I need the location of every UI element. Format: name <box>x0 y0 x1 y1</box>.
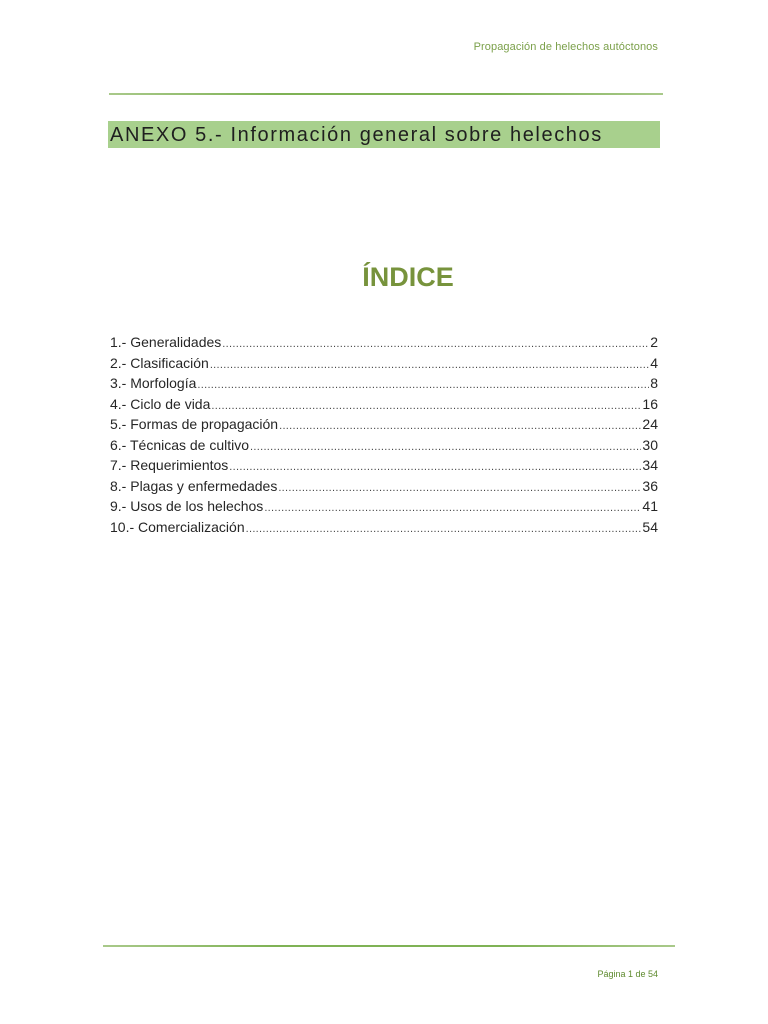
toc-entry-page: 41 <box>642 498 658 514</box>
toc-dot-leader <box>197 375 649 396</box>
toc-entry-comercializacion[interactable] <box>110 517 658 538</box>
page-number-indicator: Página 1 de 54 <box>597 969 658 979</box>
toc-entry-page: 30 <box>642 436 658 453</box>
toc-entry-page: 16 <box>642 395 658 412</box>
toc-entry-formas-de-propagacion[interactable] <box>110 414 658 435</box>
toc-entry-label: 10.- Comercialización <box>110 518 245 535</box>
toc-entry-page: 36 <box>642 477 658 494</box>
header-divider <box>109 93 663 95</box>
table-of-contents <box>110 332 658 537</box>
toc-entry-generalidades[interactable] <box>110 332 658 353</box>
toc-entry-ciclo-de-vida[interactable] <box>110 394 658 415</box>
toc-entry-page: 2 <box>650 334 658 350</box>
toc-dot-leader <box>211 396 641 417</box>
toc-dot-leader <box>250 437 641 458</box>
footer-divider <box>103 945 675 947</box>
toc-entry-label: 3.- Morfología <box>110 375 197 391</box>
toc-entry-page: 4 <box>650 354 658 371</box>
toc-entry-requerimientos[interactable] <box>110 455 658 476</box>
toc-entry-label: 9.- Usos de los helechos <box>110 498 264 514</box>
toc-entry-tecnicas-de-cultivo[interactable] <box>110 435 658 456</box>
toc-entry-morfologia[interactable] <box>110 373 658 394</box>
toc-dot-leader <box>264 498 641 519</box>
toc-entry-label: 7.- Requerimientos <box>110 457 229 473</box>
toc-entry-label: 1.- Generalidades <box>110 334 222 350</box>
toc-dot-leader <box>222 334 649 355</box>
toc-dot-leader <box>210 355 649 376</box>
toc-entry-plagas-y-enfermedades[interactable] <box>110 476 658 497</box>
toc-dot-leader <box>229 457 641 478</box>
toc-entry-page: 24 <box>642 416 658 432</box>
toc-entry-page: 54 <box>642 518 658 535</box>
toc-entry-label: 4.- Ciclo de vida <box>110 395 211 412</box>
toc-heading: ÍNDICE <box>362 262 454 292</box>
toc-entry-page: 34 <box>642 457 658 473</box>
toc-dot-leader <box>246 519 642 540</box>
toc-entry-label: 6.- Técnicas de cultivo <box>110 436 250 453</box>
toc-entry-page: 8 <box>650 375 658 391</box>
running-header-title: Propagación de helechos autóctonos <box>473 41 658 53</box>
toc-entry-label: 2.- Clasificación <box>110 354 209 371</box>
toc-entry-clasificacion[interactable] <box>110 353 658 374</box>
toc-dot-leader <box>279 416 641 437</box>
toc-entry-label: 5.- Formas de propagación <box>110 416 279 432</box>
toc-entry-label: 8.- Plagas y enfermedades <box>110 477 278 494</box>
toc-dot-leader <box>278 478 641 499</box>
toc-entry-usos-de-los-helechos[interactable] <box>110 496 658 517</box>
section-title-banner: ANEXO 5.- Información general sobre helechos <box>108 121 660 148</box>
